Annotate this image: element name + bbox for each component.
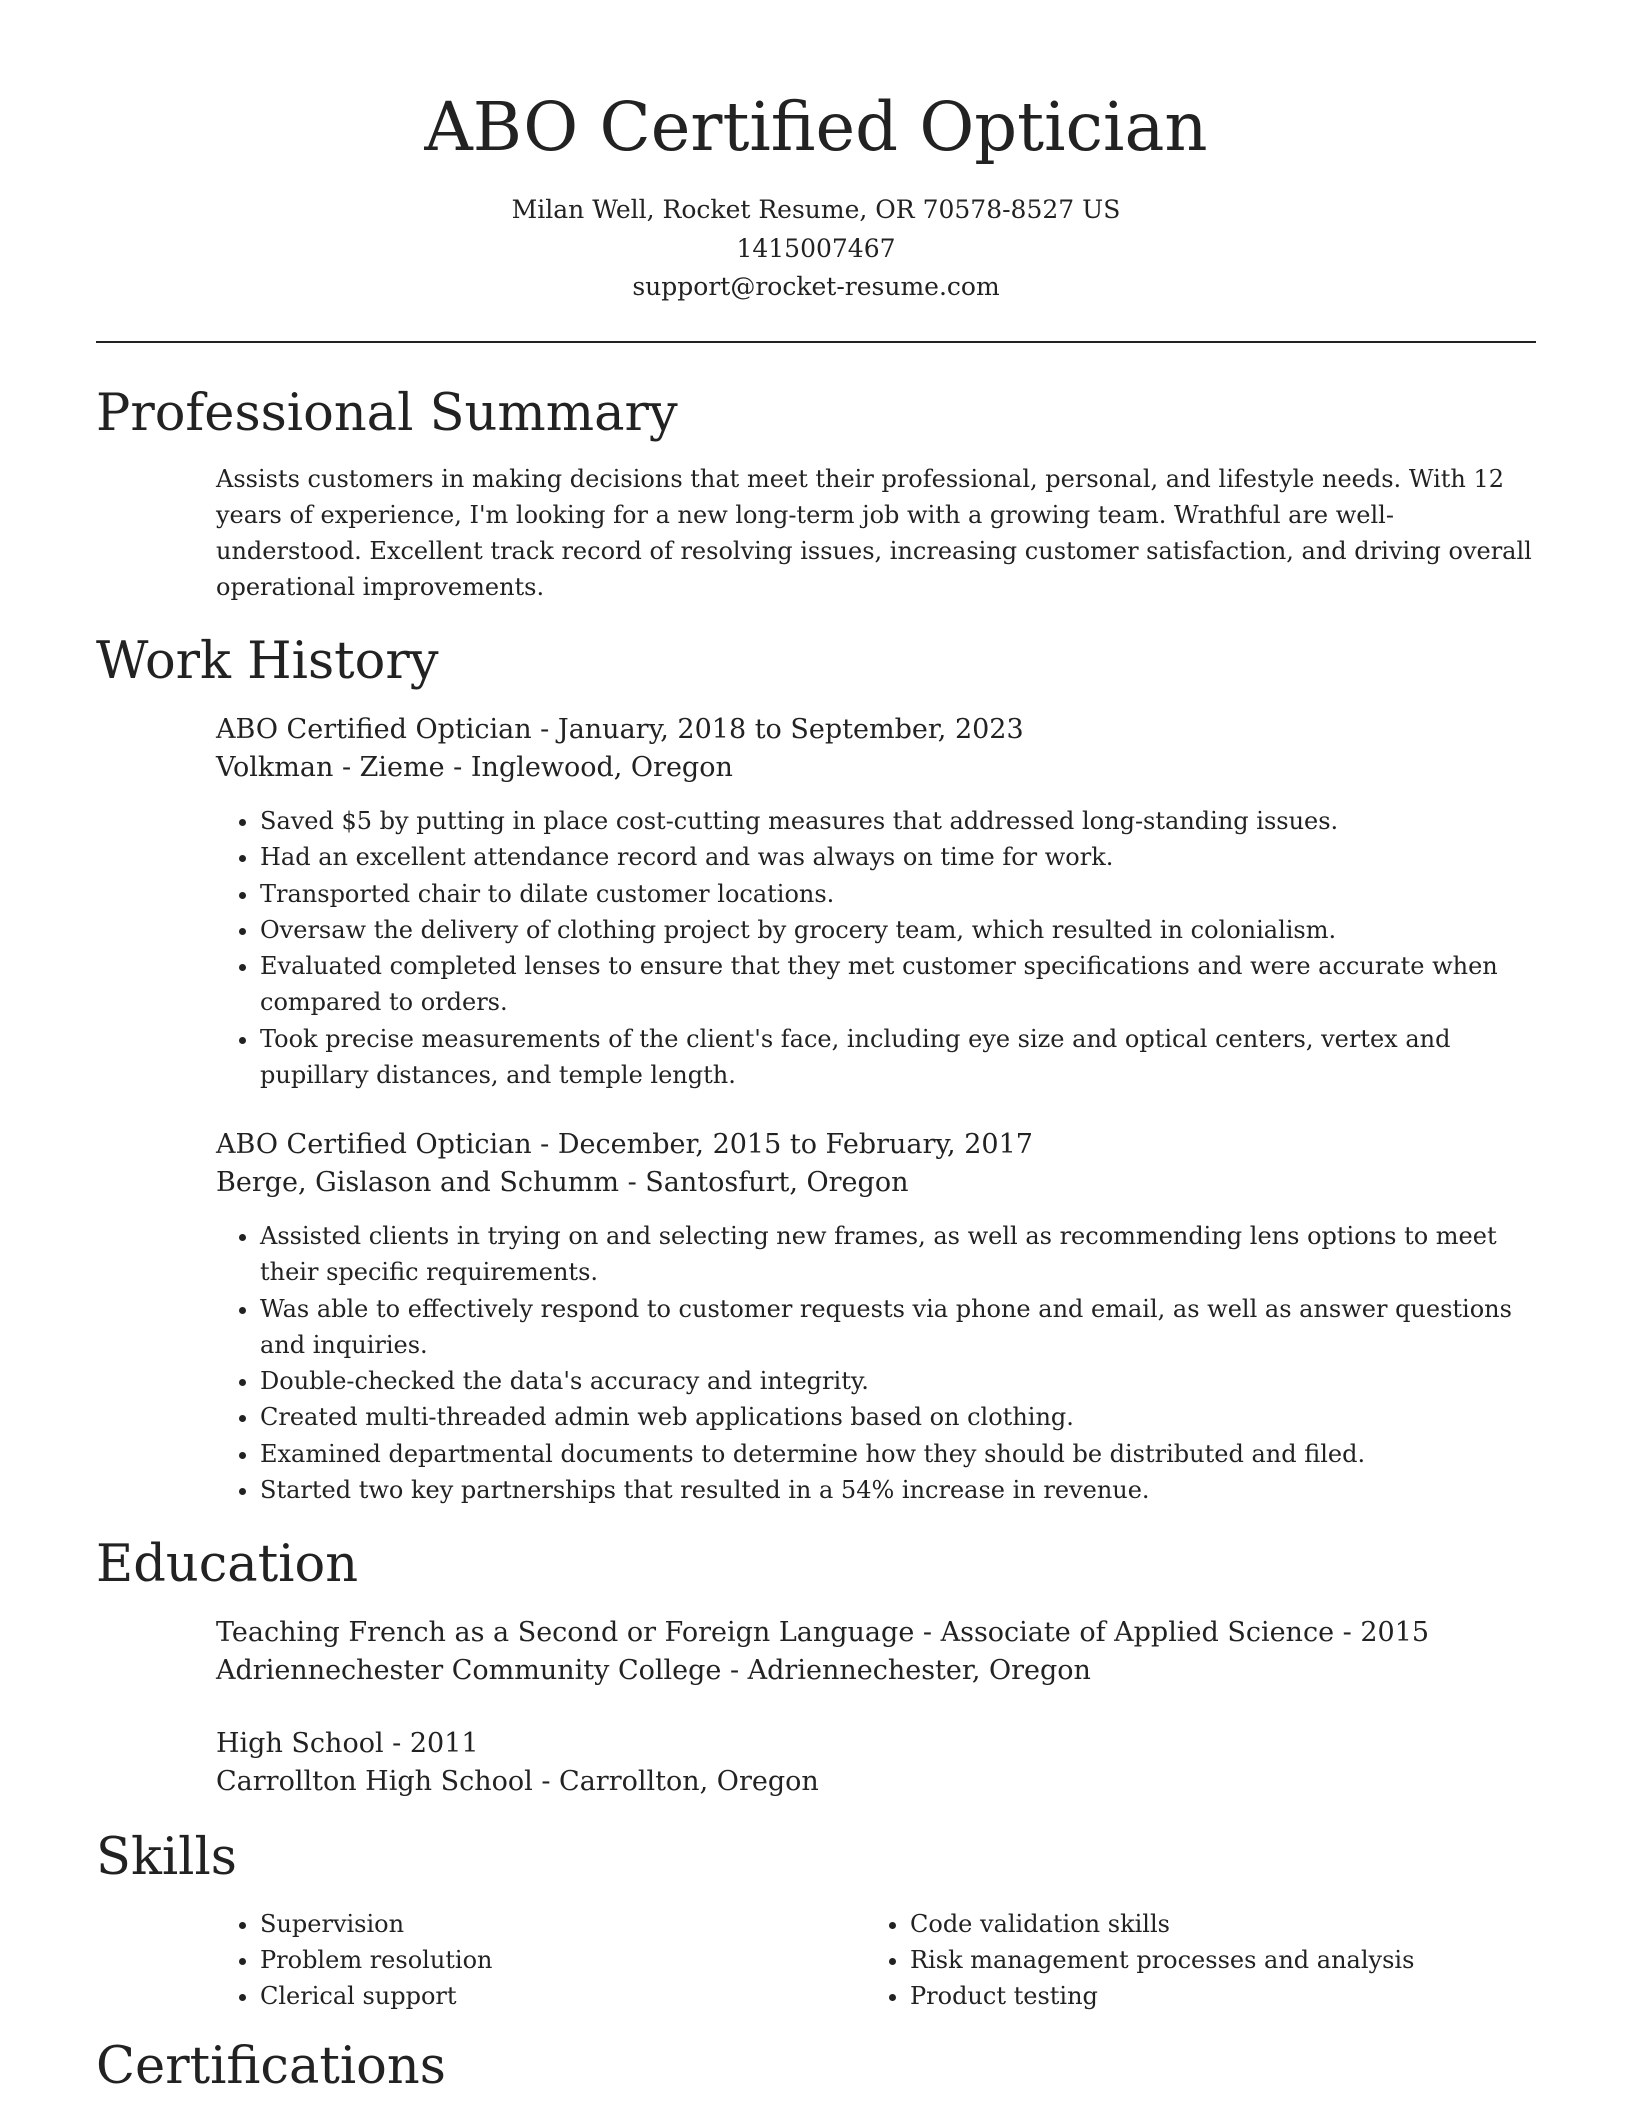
list-item: • Double-checked the data's accuracy and integrity. [260, 1363, 1536, 1399]
degree-line: Teaching French as a Second or Foreign Language - Associate of Applied Science - 2015 [216, 1617, 1430, 1648]
list-item: • Created multi-threaded admin web applications based on clothing. [260, 1399, 1536, 1435]
list-item: • Transported chair to dilate customer locations. [260, 876, 1536, 912]
school-line: Carrollton High School - Carrollton, Oregon [216, 1766, 819, 1797]
work-history-heading: Work History [96, 632, 439, 691]
education-entry [216, 1614, 1536, 1690]
certifications-heading: Certifications [96, 2037, 446, 2096]
education-heading: Education [96, 1535, 359, 1594]
job-entry [216, 1126, 1536, 1202]
contact-email: support@rocket-resume.com [632, 272, 1000, 301]
list-item: • Assisted clients in trying on and selecting new frames, as well as recommending lens options to meet their specific requirements. [260, 1218, 1536, 1291]
job-title-line: ABO Certified Optician - December, 2015 to February, 2017 [216, 1129, 1033, 1160]
summary-heading: Professional Summary [96, 384, 678, 443]
skill-item: • Risk management processes and analysis [910, 1942, 1414, 1978]
school-line: Adriennechester Community College - Adriennechester, Oregon [216, 1655, 1091, 1686]
job-title-line: ABO Certified Optician - January, 2018 to September, 2023 [216, 714, 1024, 745]
skill-item: • Problem resolution [260, 1942, 493, 1978]
contact-phone: 1415007467 [736, 234, 896, 263]
skills-column-right [866, 1906, 1414, 2014]
resume-title: ABO Certified Optician [424, 88, 1208, 166]
job-company-line: Volkman - Zieme - Inglewood, Oregon [216, 752, 733, 783]
list-item: • Started two key partnerships that resulted in a 54% increase in revenue. [260, 1472, 1536, 1508]
skill-item: • Product testing [910, 1978, 1414, 2014]
job-bullets [216, 1218, 1536, 1508]
skills-heading: Skills [96, 1828, 237, 1887]
degree-line: High School - 2011 [216, 1728, 479, 1759]
list-item: • Saved $5 by putting in place cost-cutting measures that addressed long-standing issues. [260, 803, 1536, 839]
education-entry [216, 1725, 1536, 1801]
job-bullets [216, 803, 1536, 1093]
list-item: • Examined departmental documents to determine how they should be distributed and filed. [260, 1436, 1536, 1472]
skill-item: • Clerical support [260, 1978, 493, 2014]
summary-text: Assists customers in making decisions that meet their professional, personal, and lifestyle needs. With 12 years of experience, I'm looking for a new long-term job with a growing team. Wrathful are well-understood. Excellent track record of resolving issues, increasing customer satisfaction, and driving overall operational improvements. [216, 465, 1532, 601]
skills-column-left [216, 1906, 493, 2014]
list-item: • Oversaw the delivery of clothing project by grocery team, which resulted in colonialism. [260, 912, 1536, 948]
job-company-line: Berge, Gislason and Schumm - Santosfurt, Oregon [216, 1167, 909, 1198]
contact-address: Milan Well, Rocket Resume, OR 70578-8527 US [511, 195, 1121, 224]
list-item: • Evaluated completed lenses to ensure that they met customer specifications and were accurate when compared to orders. [260, 948, 1536, 1021]
header-divider [96, 341, 1536, 343]
summary-section [216, 461, 1536, 605]
skill-item: • Supervision [260, 1906, 493, 1942]
list-item: • Took precise measurements of the client's face, including eye size and optical centers, vertex and pupillary distances, and temple length. [260, 1021, 1536, 1094]
list-item: • Was able to effectively respond to customer requests via phone and email, as well as answer questions and inquiries. [260, 1291, 1536, 1364]
skill-item: • Code validation skills [910, 1906, 1414, 1942]
list-item: • Had an excellent attendance record and was always on time for work. [260, 839, 1536, 875]
job-entry [216, 711, 1536, 787]
